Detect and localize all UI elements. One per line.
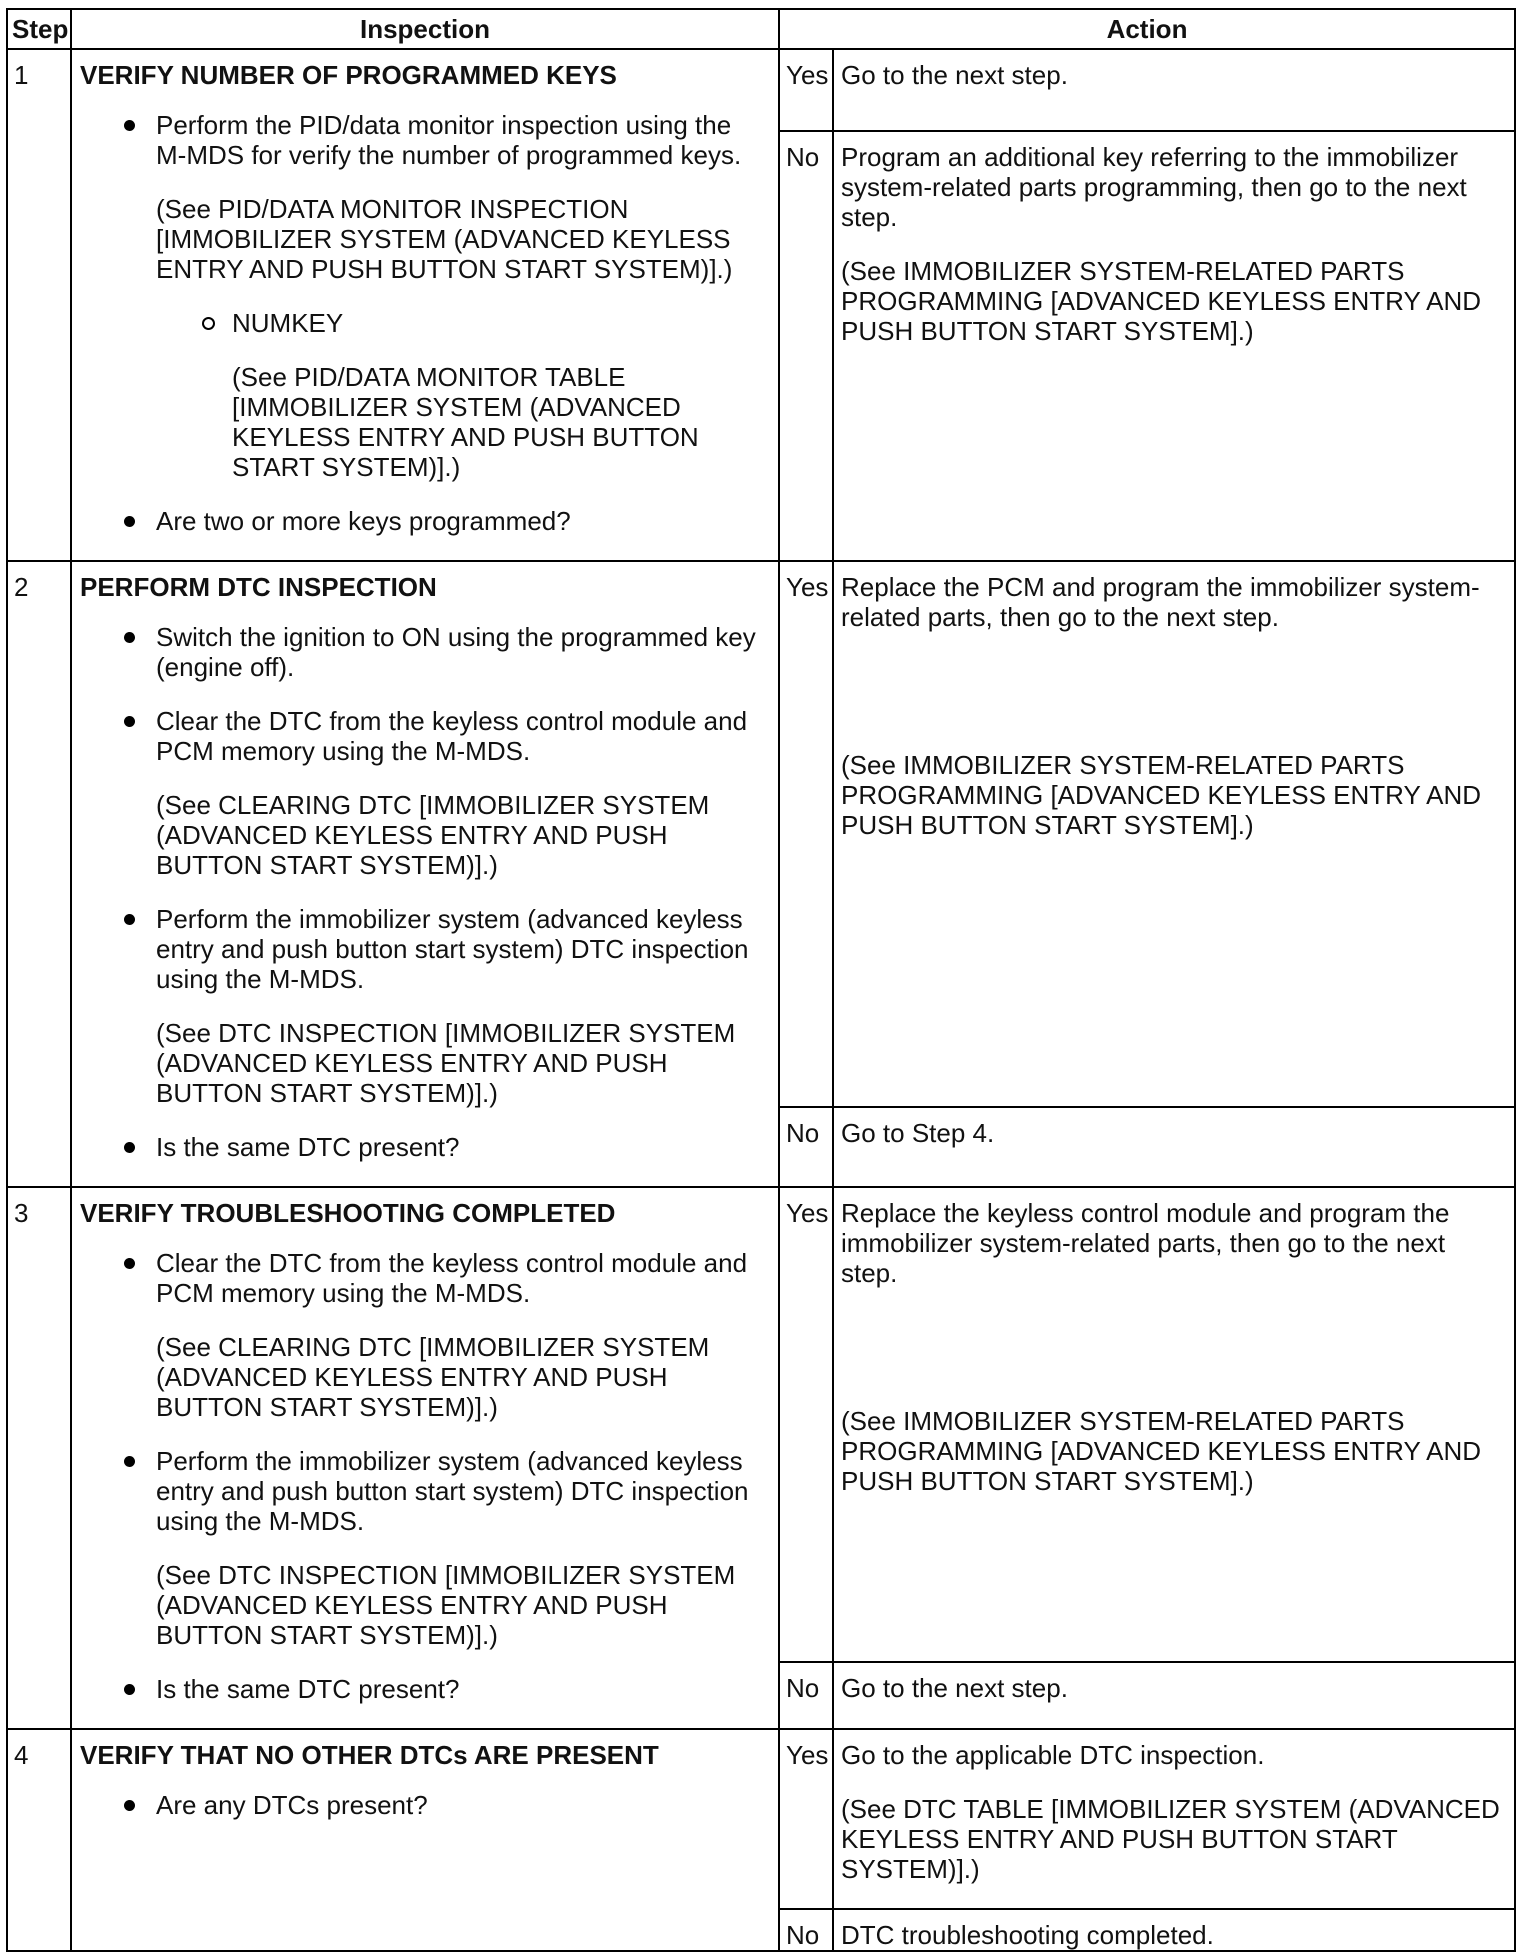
step-1-inspection: [71, 49, 779, 561]
troubleshooting-table: [6, 8, 1516, 1952]
step-2-bullet-1: Switch the ignition to ON using the programmed key (engine off).: [80, 622, 766, 682]
header-step: Step: [7, 9, 71, 49]
header-action: Action: [779, 9, 1515, 49]
step-4-yes-ref: (See DTC TABLE [IMMOBILIZER SYSTEM (ADVANCED KEYLESS ENTRY AND PUSH BUTTON START SYSTEM)].): [841, 1794, 1500, 1884]
step-4-no-label: No: [779, 1909, 833, 1951]
step-1-ref-1: (See PID/DATA MONITOR INSPECTION [IMMOBILIZER SYSTEM (ADVANCED KEYLESS ENTRY AND PUSH BUTTON START SYSTEM)].): [156, 194, 733, 284]
step-2-yes-row: [7, 561, 1515, 1107]
step-3-yes-text: Replace the keyless control module and program the immobilizer system-related parts, then go to the next step.: [841, 1198, 1450, 1288]
step-2-number: 2: [7, 561, 71, 1187]
step-3-number: 3: [7, 1187, 71, 1729]
step-2-bullet-2: Clear the DTC from the keyless control module and PCM memory using the M-MDS.: [80, 706, 766, 766]
step-3-inspection: [71, 1187, 779, 1729]
step-3-ref-1: (See CLEARING DTC [IMMOBILIZER SYSTEM (ADVANCED KEYLESS ENTRY AND PUSH BUTTON START SYSTEM)].): [156, 1332, 710, 1422]
step-4-question: Are any DTCs present?: [80, 1790, 766, 1820]
step-1-no-label: No: [779, 131, 833, 561]
step-2-yes-text: Replace the PCM and program the immobilizer system-related parts, then go to the next step.: [841, 572, 1480, 632]
step-4-number: 4: [7, 1729, 71, 1951]
step-2-bullet-3: Perform the immobilizer system (advanced keyless entry and push button start system) DTC inspection using the M-MDS.: [80, 904, 766, 994]
step-4-no-text: DTC troubleshooting completed.: [841, 1920, 1214, 1950]
step-3-no-action: [833, 1662, 1515, 1730]
step-2-no-label: No: [779, 1107, 833, 1187]
step-1-bullet-1: Perform the PID/data monitor inspection using the M-MDS for verify the number of programmed keys.: [80, 110, 766, 170]
header-row: [7, 9, 1515, 49]
step-3-bullet-2: Perform the immobilizer system (advanced keyless entry and push button start system) DTC inspection using the M-MDS.: [80, 1446, 766, 1536]
step-1-yes-label: Yes: [779, 49, 833, 131]
step-4-yes-text: Go to the applicable DTC inspection.: [841, 1740, 1265, 1770]
step-1-yes-row: [7, 49, 1515, 131]
step-1-yes-action: [833, 49, 1515, 131]
step-3-question: Is the same DTC present?: [80, 1674, 766, 1704]
step-2-inspection: [71, 561, 779, 1187]
step-4-no-action: [833, 1909, 1515, 1951]
step-4-yes-action: [833, 1729, 1515, 1909]
step-1-number: 1: [7, 49, 71, 561]
step-2-ref-3: (See DTC INSPECTION [IMMOBILIZER SYSTEM (ADVANCED KEYLESS ENTRY AND PUSH BUTTON START SYSTEM)].): [156, 1018, 736, 1108]
step-3-ref-2: (See DTC INSPECTION [IMMOBILIZER SYSTEM (ADVANCED KEYLESS ENTRY AND PUSH BUTTON START SYSTEM)].): [156, 1560, 736, 1650]
step-4-inspection: [71, 1729, 779, 1951]
step-2-yes-action: [833, 561, 1515, 1107]
step-3-yes-label: Yes: [779, 1187, 833, 1662]
step-1-sub-item: NUMKEY: [80, 308, 766, 338]
step-2-question: Is the same DTC present?: [80, 1132, 766, 1162]
step-1-no-action: [833, 131, 1515, 561]
step-3-title: VERIFY TROUBLESHOOTING COMPLETED: [80, 1198, 616, 1228]
step-1-sub-ref: (See PID/DATA MONITOR TABLE [IMMOBILIZER SYSTEM (ADVANCED KEYLESS ENTRY AND PUSH BUTTON START SYSTEM)].): [232, 362, 699, 482]
step-2-title: PERFORM DTC INSPECTION: [80, 572, 437, 602]
step-4-title: VERIFY THAT NO OTHER DTCs ARE PRESENT: [80, 1740, 659, 1770]
header-inspection: Inspection: [71, 9, 779, 49]
step-2-no-text: Go to Step 4.: [841, 1118, 995, 1149]
step-1-title: VERIFY NUMBER OF PROGRAMMED KEYS: [80, 60, 617, 90]
step-3-yes-row: [7, 1187, 1515, 1662]
step-3-yes-ref: (See IMMOBILIZER SYSTEM-RELATED PARTS PROGRAMMING [ADVANCED KEYLESS ENTRY AND PUSH BUTTON START SYSTEM].): [841, 1406, 1482, 1496]
step-2-no-action: [833, 1107, 1515, 1187]
step-2-ref-2: (See CLEARING DTC [IMMOBILIZER SYSTEM (ADVANCED KEYLESS ENTRY AND PUSH BUTTON START SYSTEM)].): [156, 790, 710, 880]
step-1-question: Are two or more keys programmed?: [80, 506, 766, 536]
step-2-yes-ref: (See IMMOBILIZER SYSTEM-RELATED PARTS PROGRAMMING [ADVANCED KEYLESS ENTRY AND PUSH BUTTON START SYSTEM].): [841, 750, 1482, 840]
step-2-yes-label: Yes: [779, 561, 833, 1107]
step-1-no-ref: (See IMMOBILIZER SYSTEM-RELATED PARTS PROGRAMMING [ADVANCED KEYLESS ENTRY AND PUSH BUTTON START SYSTEM].): [841, 255, 1482, 346]
step-4-yes-row: [7, 1729, 1515, 1909]
step-3-yes-action: [833, 1187, 1515, 1662]
step-4-yes-label: Yes: [779, 1729, 833, 1909]
step-1-no-text: Program an additional key referring to the immobilizer system-related parts programming, then go to the next step.: [841, 141, 1467, 232]
step-3-no-text: Go to the next step.: [841, 1672, 1068, 1703]
step-3-no-label: No: [779, 1662, 833, 1730]
step-3-bullet-1: Clear the DTC from the keyless control module and PCM memory using the M-MDS.: [80, 1248, 766, 1308]
step-1-yes-text: Go to the next step.: [841, 60, 1068, 90]
